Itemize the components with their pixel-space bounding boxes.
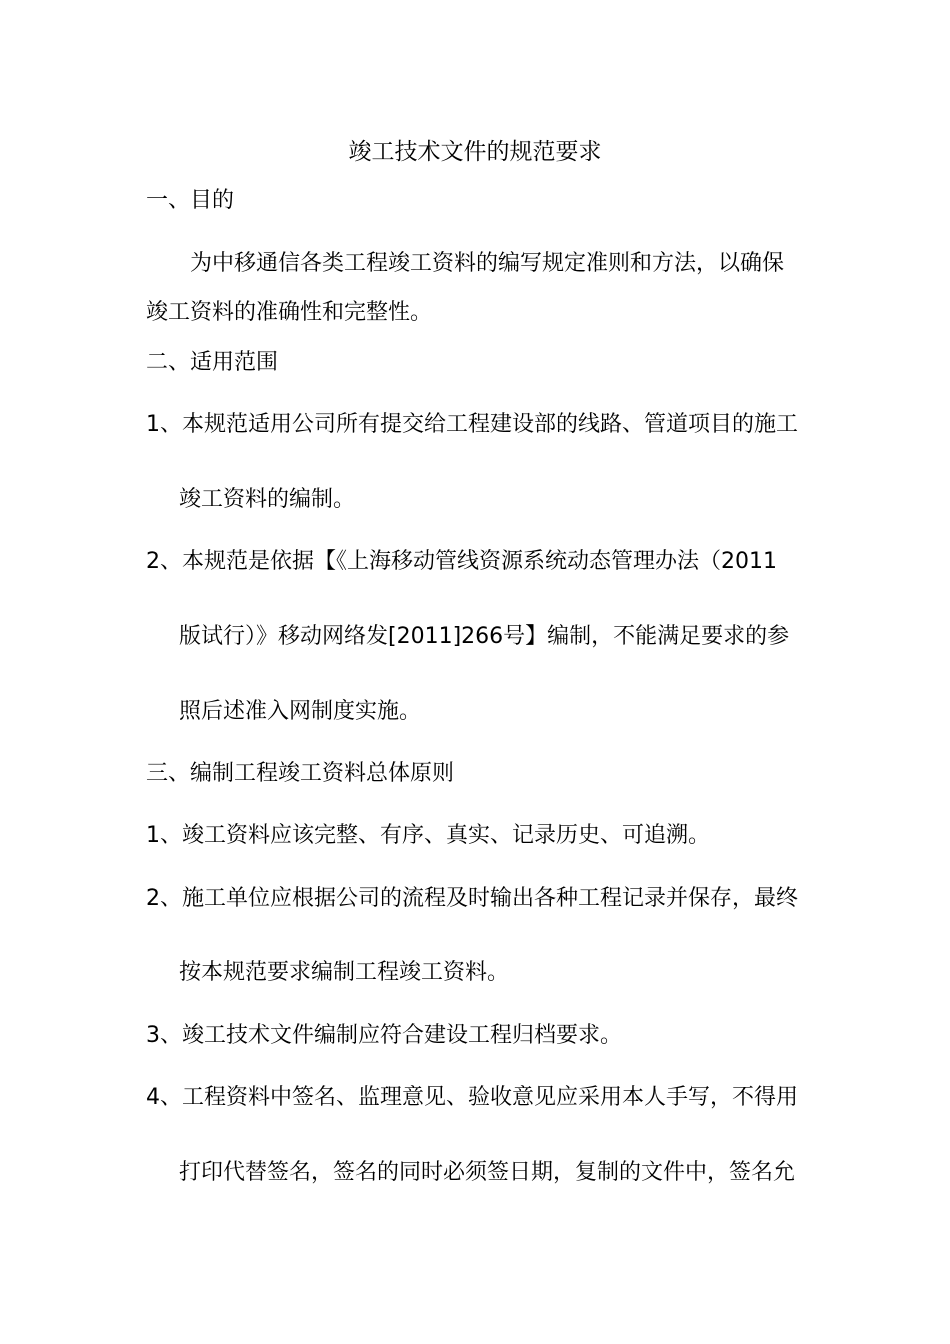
scope-item-2-line-3: 照后述准入网制度实施。 — [179, 699, 422, 724]
scope-item-2-line-1: 2、本规范是依据【《上海移动管线资源系统动态管理办法（2011 — [146, 549, 777, 574]
principles-item-1-line-1: 1、竣工资料应该完整、有序、真实、记录历史、可追溯。 — [146, 823, 710, 848]
scope-item-2-line-2: 版试行）》移动网络发[2011]266号】编制，不能满足要求的参 — [179, 624, 790, 649]
section-heading-purpose: 一、目的 — [146, 188, 235, 213]
principles-item-4-line-1: 4、工程资料中签名、监理意见、验收意见应采用本人手写，不得用 — [146, 1085, 798, 1110]
purpose-paragraph-line-2: 竣工资料的准确性和完整性。 — [146, 300, 433, 325]
purpose-paragraph-line-1: 为中移通信各类工程竣工资料的编写规定准则和方法，以确保 — [190, 251, 785, 276]
principles-item-3-line-1: 3、竣工技术文件编制应符合建设工程归档要求。 — [146, 1023, 622, 1048]
scope-item-1-line-2: 竣工资料的编制。 — [179, 487, 356, 512]
scope-item-1-line-1: 1、本规范适用公司所有提交给工程建设部的线路、管道项目的施工 — [146, 412, 798, 437]
principles-item-2-line-1: 2、施工单位应根据公司的流程及时输出各种工程记录并保存，最终 — [146, 886, 798, 911]
section-heading-scope: 二、适用范围 — [146, 350, 279, 375]
document-title: 竣工技术文件的规范要求 — [348, 139, 602, 165]
principles-item-4-line-2: 打印代替签名，签名的同时必须签日期，复制的文件中，签名允 — [179, 1160, 796, 1185]
section-heading-principles: 三、编制工程竣工资料总体原则 — [146, 761, 455, 786]
principles-item-2-line-2: 按本规范要求编制工程竣工资料。 — [179, 960, 510, 985]
